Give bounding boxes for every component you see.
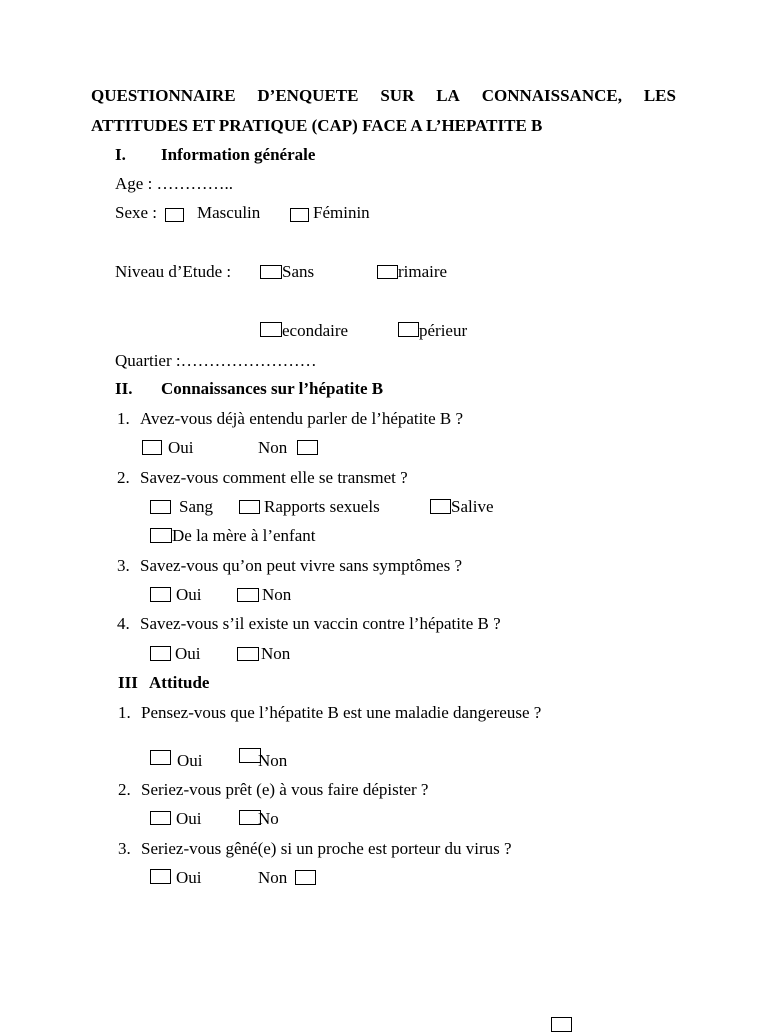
oui-label: Oui xyxy=(168,438,194,457)
checkbox[interactable] xyxy=(551,1017,572,1032)
question-text: Avez-vous déjà entendu parler de l’hépatite B ? xyxy=(140,409,464,428)
rapports-sexuels-checkbox[interactable] xyxy=(239,500,260,514)
oui-checkbox[interactable] xyxy=(150,811,171,825)
primaire-label: rimaire xyxy=(398,262,448,281)
section-1-number: I. xyxy=(115,145,126,164)
non-checkbox[interactable] xyxy=(295,870,316,885)
quartier-field: Quartier :…………………… xyxy=(115,351,317,370)
sans-checkbox[interactable] xyxy=(260,265,282,279)
niveau-etude-label: Niveau d’Etude : xyxy=(115,262,232,281)
non-checkbox[interactable] xyxy=(297,440,318,455)
oui-label: Oui xyxy=(176,868,202,887)
salive-label: Salive xyxy=(451,497,494,516)
oui-checkbox[interactable] xyxy=(150,750,171,765)
oui-checkbox[interactable] xyxy=(142,440,162,455)
sexe-label: Sexe : xyxy=(115,203,158,222)
superieur-label: périeur xyxy=(419,321,468,340)
masculin-checkbox[interactable] xyxy=(165,208,184,222)
feminin-label: Féminin xyxy=(313,203,370,222)
question-number: 4. xyxy=(117,614,130,633)
title-line-2: ATTITUDES ET PRATIQUE (CAP) FACE A L’HEPATITE B xyxy=(91,116,543,135)
document-title xyxy=(91,86,676,136)
oui-checkbox[interactable] xyxy=(150,587,171,602)
title-word: LA xyxy=(436,86,460,105)
non-label: Non xyxy=(258,868,288,887)
feminin-checkbox[interactable] xyxy=(290,208,309,222)
section-2-heading: Connaissances sur l’hépatite B xyxy=(161,379,384,398)
sang-label: Sang xyxy=(179,497,213,516)
oui-label: Oui xyxy=(175,644,201,663)
section-2-number: II. xyxy=(115,379,133,398)
question-text: Seriez-vous prêt (e) à vous faire dépister ? xyxy=(141,780,429,799)
title-word: SUR xyxy=(380,86,415,105)
section-1-heading: Information générale xyxy=(161,145,316,164)
section-3-heading: Attitude xyxy=(149,673,210,692)
secondaire-label: econdaire xyxy=(282,321,349,340)
sang-checkbox[interactable] xyxy=(150,500,171,514)
sans-label: Sans xyxy=(282,262,315,281)
masculin-label: Masculin xyxy=(197,203,261,222)
non-label: Non xyxy=(262,585,292,604)
non-label: No xyxy=(258,809,279,828)
salive-checkbox[interactable] xyxy=(430,499,451,514)
non-checkbox[interactable] xyxy=(237,588,259,602)
question-number: 1. xyxy=(117,409,130,428)
secondaire-checkbox[interactable] xyxy=(260,322,282,337)
superieur-checkbox[interactable] xyxy=(398,322,419,337)
title-word: D’ENQUETE xyxy=(257,86,359,105)
question-number: 2. xyxy=(118,780,131,799)
section-3-number: III xyxy=(118,673,138,692)
mere-enfant-checkbox[interactable] xyxy=(150,528,172,543)
age-field: Age : ………….. xyxy=(115,174,234,193)
non-label: Non xyxy=(261,644,291,663)
title-line-1 xyxy=(91,86,676,106)
non-checkbox[interactable] xyxy=(237,647,259,661)
oui-checkbox[interactable] xyxy=(150,869,171,884)
mere-enfant-label: De la mère à l’enfant xyxy=(172,526,316,545)
oui-label: Oui xyxy=(177,751,203,770)
question-text: Savez-vous comment elle se transmet ? xyxy=(140,468,408,487)
oui-checkbox[interactable] xyxy=(150,646,171,661)
title-word: LES xyxy=(643,86,676,105)
title-word: CONNAISSANCE, xyxy=(481,86,622,105)
non-label: Non xyxy=(258,751,288,770)
oui-label: Oui xyxy=(176,809,202,828)
rapports-sexuels-label: Rapports sexuels xyxy=(264,497,380,516)
question-number: 3. xyxy=(117,556,130,575)
primaire-checkbox[interactable] xyxy=(377,265,398,279)
question-number: 1. xyxy=(118,703,131,722)
question-text: Savez-vous qu’on peut vivre sans symptômes ? xyxy=(140,556,462,575)
question-number: 2. xyxy=(117,468,130,487)
title-word: QUESTIONNAIRE xyxy=(91,86,236,105)
question-number: 3. xyxy=(118,839,131,858)
question-text: Pensez-vous que l’hépatite B est une maladie dangereuse ? xyxy=(141,703,542,722)
question-text: Seriez-vous gêné(e) si un proche est porteur du virus ? xyxy=(141,839,512,858)
oui-label: Oui xyxy=(176,585,202,604)
question-text: Savez-vous s’il existe un vaccin contre l’hépatite B ? xyxy=(140,614,501,633)
non-label: Non xyxy=(258,438,288,457)
